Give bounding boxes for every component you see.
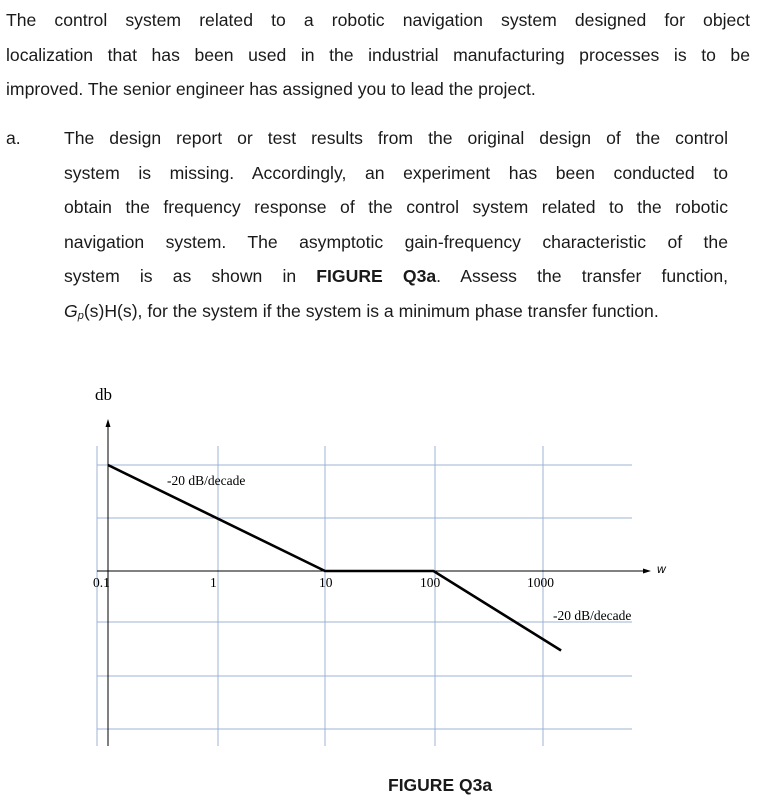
- gain-curve: [108, 465, 561, 651]
- y-axis-label: db: [95, 385, 112, 404]
- line5-pre: system is as shown in: [64, 266, 317, 286]
- transfer-function-g: G: [64, 300, 78, 321]
- intro-line: improved. The senior engineer has assigned you to lead the project.: [6, 79, 536, 99]
- line5-post: . Assess the transfer function,: [436, 266, 728, 286]
- figure-caption: FIGURE Q3a: [388, 775, 493, 795]
- x-tick-label: 0.1: [93, 575, 110, 590]
- y-axis-arrow-icon: [106, 419, 111, 427]
- slope-annotation-right: -20 dB/decade: [553, 608, 632, 623]
- question-line: obtain the frequency response of the control system related to the robotic: [64, 197, 728, 217]
- x-tick-label: 1: [210, 575, 217, 590]
- transfer-function-subscript: p: [77, 309, 84, 322]
- bode-magnitude-chart: [0, 360, 757, 770]
- x-tick-label: 10: [319, 575, 333, 590]
- figure-reference: FIGURE Q3a: [316, 266, 437, 286]
- question-line: navigation system. The asymptotic gain-frequency characteristic of the: [64, 231, 728, 252]
- x-axis-label: w: [657, 562, 666, 576]
- chart-grid: [97, 446, 632, 746]
- transfer-function-rest: (s)H(s), for the system if the system is a minimum phase transfer function.: [83, 300, 659, 321]
- intro-line: The control system related to a robotic navigation system designed for object: [6, 10, 750, 30]
- question-line: [64, 259, 728, 294]
- question-line: [64, 294, 728, 334]
- x-tick-label: 100: [420, 575, 441, 590]
- question-label: a.: [6, 128, 21, 148]
- intro-paragraph: [6, 3, 750, 107]
- x-tick-label: 1000: [527, 575, 554, 590]
- question-a-paragraph: [64, 121, 728, 333]
- slope-annotation-left: -20 dB/decade: [167, 473, 246, 488]
- question-line: The design report or test results from the original design of the control: [64, 128, 728, 148]
- intro-line: localization that has been used in the industrial manufacturing processes is to be: [6, 44, 750, 65]
- question-line: system is missing. Accordingly, an experiment has been conducted to: [64, 162, 728, 183]
- x-axis-arrow-icon: [643, 569, 651, 574]
